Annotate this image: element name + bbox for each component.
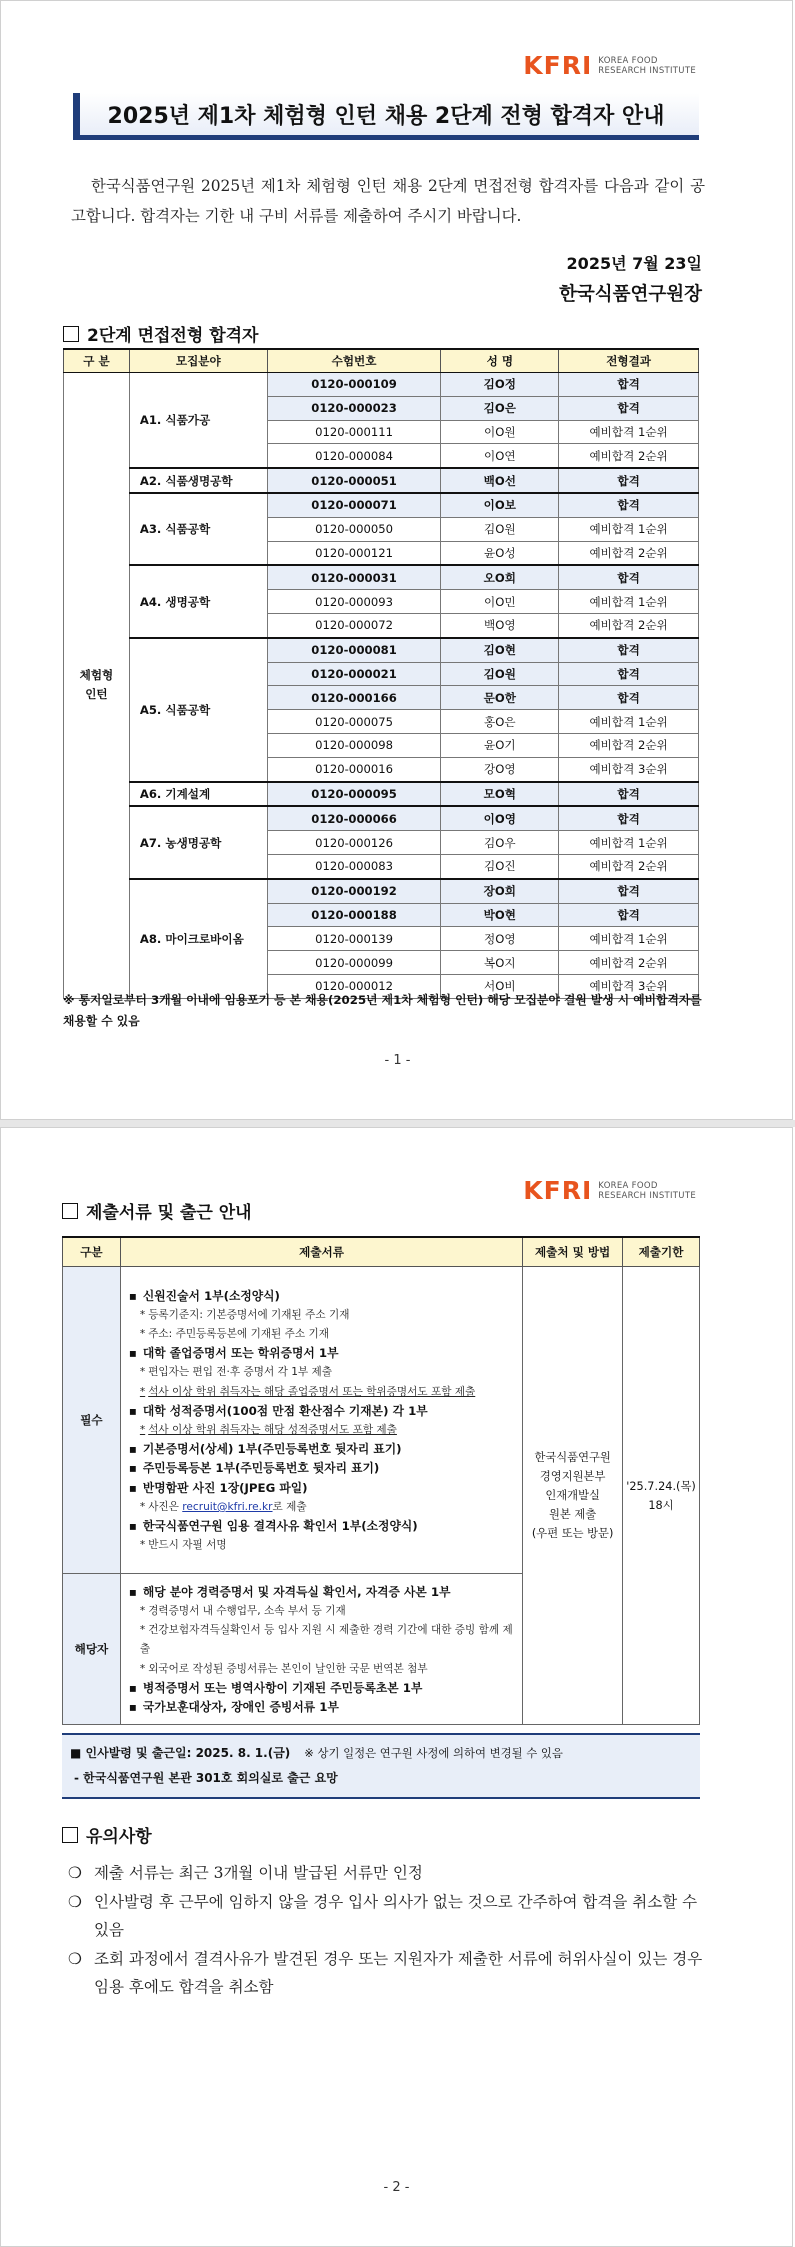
section-heading-results bbox=[63, 321, 258, 346]
applicant-name-cell: 오O희 bbox=[441, 565, 559, 589]
exam-number-cell: 0120-000126 bbox=[267, 831, 441, 855]
exam-number-cell: 0120-000166 bbox=[267, 686, 441, 710]
page-number: - 2 - bbox=[383, 2180, 410, 2195]
title-bar bbox=[73, 93, 699, 140]
applicant-name-cell: 복O지 bbox=[441, 951, 559, 975]
checkbox-square-icon bbox=[63, 326, 79, 342]
result-cell: 합격 bbox=[559, 879, 699, 903]
section-title: 제출서류 및 출근 안내 bbox=[86, 1203, 252, 1223]
start-date-notice bbox=[62, 1733, 700, 1799]
logo-line-1: KOREA FOOD bbox=[598, 55, 658, 66]
applicant-name-cell: 이O보 bbox=[441, 493, 559, 517]
caution-item bbox=[68, 1888, 703, 1945]
logo-line-2: RESEARCH INSTITUTE bbox=[598, 1190, 696, 1201]
result-cell: 합격 bbox=[559, 782, 699, 807]
circle-bullet-icon: ❍ bbox=[68, 1864, 82, 1882]
doc-subnote: * 반드시 자필 서명 bbox=[129, 1536, 516, 1555]
required-label: 필수 bbox=[63, 1267, 121, 1574]
exam-number-cell: 0120-000192 bbox=[267, 879, 441, 903]
applicant-name-cell: 윤O기 bbox=[441, 733, 559, 757]
applicant-name-cell: 장O희 bbox=[441, 879, 559, 903]
field-cell: A5. 식품공학 bbox=[129, 638, 267, 782]
applicant-name-cell: 문O한 bbox=[441, 686, 559, 710]
doc-subnote: * 건강보험자격득실확인서 등 입사 지원 시 제출한 경력 기간에 대한 증빙 함께 제출 bbox=[129, 1621, 516, 1659]
doc-subnote: * 등록기준지: 기본증명서에 기재된 주소 기재 bbox=[129, 1306, 516, 1325]
result-cell: 합격 bbox=[559, 396, 699, 420]
section-heading-documents bbox=[62, 1198, 252, 1223]
submit-method-line: 인재개발실 bbox=[545, 1489, 600, 1502]
submit-method-line: 경영지원본부 bbox=[539, 1470, 606, 1483]
page-title: 2025년 제1차 체험형 인턴 채용 2단계 전형 합격자 안내 bbox=[107, 104, 665, 129]
logo-text bbox=[598, 1181, 696, 1201]
doc-subnote: * 편입자는 편입 전·후 증명서 각 1부 제출 bbox=[129, 1363, 516, 1382]
field-cell: A6. 기계설계 bbox=[129, 782, 267, 807]
deadline-time: 18시 bbox=[648, 1498, 674, 1512]
page-1 bbox=[0, 0, 793, 1120]
exam-number-cell: 0120-000121 bbox=[267, 541, 441, 565]
exam-number-cell: 0120-000081 bbox=[267, 638, 441, 662]
applicant-name-cell: 백O영 bbox=[441, 613, 559, 637]
issuer-name: 한국식품연구원장 bbox=[559, 284, 702, 305]
applicant-name-cell: 서O비 bbox=[441, 974, 559, 998]
applicant-name-cell: 이O민 bbox=[441, 590, 559, 614]
logo-mark: KFRI bbox=[523, 51, 593, 80]
field-cell: A2. 식품생명공학 bbox=[129, 468, 267, 493]
circle-bullet-icon: ❍ bbox=[68, 1949, 82, 1968]
exam-number-cell: 0120-000050 bbox=[267, 517, 441, 541]
applicant-name-cell: 강O영 bbox=[441, 757, 559, 781]
field-cell: A1. 식품가공 bbox=[129, 373, 267, 469]
header-deadline: 제출기한 bbox=[623, 1237, 700, 1267]
applicant-name-cell: 김O현 bbox=[441, 638, 559, 662]
exam-number-cell: 0120-000072 bbox=[267, 613, 441, 637]
start-date: ■ 인사발령 및 출근일: 2025. 8. 1.(금) bbox=[70, 1746, 291, 1760]
header-exam-number: 수험번호 bbox=[267, 349, 441, 373]
table-row bbox=[64, 373, 699, 397]
result-cell: 예비합격 3순위 bbox=[559, 974, 699, 998]
exam-number-cell: 0120-000111 bbox=[267, 420, 441, 444]
recruit-email-link[interactable]: recruit@kfri.re.kr bbox=[182, 1500, 273, 1513]
caution-text: 조회 과정에서 결격사유가 발견된 경우 또는 지원자가 제출한 서류에 허위사실이 있는 경우 임용 후에도 합격을 취소함 bbox=[94, 1949, 703, 1996]
header-type: 구분 bbox=[63, 1237, 121, 1267]
logo-mark: KFRI bbox=[523, 1176, 593, 1205]
doc-item: ▪ 한국식품연구원 임용 결격사유 확인서 1부(소정양식) bbox=[129, 1517, 516, 1536]
field-cell: A7. 농생명공학 bbox=[129, 806, 267, 878]
submit-method-line: 한국식품연구원 bbox=[534, 1451, 611, 1464]
doc-item: ▪ 반명함판 사진 1장(JPEG 파일) bbox=[129, 1479, 516, 1498]
schedule-change-note: ※ 상기 일정은 연구원 사정에 의하여 변경될 수 있음 bbox=[304, 1746, 563, 1760]
submit-method-line: (우편 또는 방문) bbox=[531, 1527, 614, 1540]
exam-number-cell: 0120-000083 bbox=[267, 854, 441, 878]
exam-number-cell: 0120-000093 bbox=[267, 590, 441, 614]
doc-subnote: * 석사 이상 학위 취득자는 해당 졸업증명서 또는 학위증명서도 포함 제출 bbox=[129, 1383, 516, 1402]
deadline-cell bbox=[623, 1267, 700, 1725]
header-name: 성 명 bbox=[441, 349, 559, 373]
applicant-name-cell: 김O은 bbox=[441, 396, 559, 420]
section-title: 유의사항 bbox=[86, 1827, 152, 1847]
doc-item: ▪ 대학 졸업증명서 또는 학위증명서 1부 bbox=[129, 1344, 516, 1363]
exam-number-cell: 0120-000016 bbox=[267, 757, 441, 781]
doc-subnote: * 주소: 주민등록등본에 기재된 주소 기재 bbox=[129, 1325, 516, 1344]
result-cell: 예비합격 2순위 bbox=[559, 541, 699, 565]
field-cell: A3. 식품공학 bbox=[129, 493, 267, 565]
field-cell: A8. 마이크로바이옴 bbox=[129, 879, 267, 998]
applicant-name-cell: 김O원 bbox=[441, 662, 559, 686]
applicant-name-cell: 박O현 bbox=[441, 903, 559, 927]
result-cell: 예비합격 2순위 bbox=[559, 854, 699, 878]
notice-line-2: - 한국식품연구원 본관 301호 회의실로 출근 요망 bbox=[74, 1771, 338, 1785]
applicant-name-cell: 정O영 bbox=[441, 927, 559, 951]
field-cell: A4. 생명공학 bbox=[129, 565, 267, 637]
header-documents: 제출서류 bbox=[120, 1237, 522, 1267]
doc-subnote: * 외국어로 작성된 증빙서류는 본인이 날인한 국문 번역본 첨부 bbox=[129, 1660, 516, 1679]
result-cell: 합격 bbox=[559, 493, 699, 517]
required-docs-row bbox=[63, 1267, 700, 1574]
notice-line-1 bbox=[70, 1744, 563, 1761]
applicant-name-cell: 김O정 bbox=[441, 373, 559, 397]
page-number: - 1 - bbox=[384, 1053, 411, 1068]
checkbox-square-icon bbox=[62, 1203, 78, 1219]
exam-number-cell: 0120-000109 bbox=[267, 373, 441, 397]
exam-number-cell: 0120-000099 bbox=[267, 951, 441, 975]
exam-number-cell: 0120-000075 bbox=[267, 710, 441, 734]
logo-text bbox=[598, 56, 696, 76]
result-cell: 합격 bbox=[559, 373, 699, 397]
checkbox-square-icon bbox=[62, 1827, 78, 1843]
result-cell: 합격 bbox=[559, 468, 699, 493]
caution-item bbox=[68, 1945, 703, 2002]
exam-number-cell: 0120-000084 bbox=[267, 444, 441, 468]
caution-text: 제출 서류는 최근 3개월 이내 발급된 서류만 인정 bbox=[94, 1864, 423, 1882]
table-row bbox=[64, 806, 699, 830]
exam-number-cell: 0120-000051 bbox=[267, 468, 441, 493]
page-gap bbox=[0, 1120, 795, 1127]
exam-number-cell: 0120-000066 bbox=[267, 806, 441, 830]
exam-number-cell: 0120-000071 bbox=[267, 493, 441, 517]
result-cell: 합격 bbox=[559, 806, 699, 830]
deadline-date: '25.7.24.(목) bbox=[626, 1479, 696, 1493]
result-cell: 합격 bbox=[559, 686, 699, 710]
table-header-row bbox=[64, 349, 699, 373]
kfri-logo bbox=[523, 1176, 696, 1205]
doc-item: ▪ 국가보훈대상자, 장애인 증빙서류 1부 bbox=[129, 1698, 516, 1717]
result-cell: 합격 bbox=[559, 903, 699, 927]
exam-number-cell: 0120-000188 bbox=[267, 903, 441, 927]
intro-paragraph: 한국식품연구원 2025년 제1차 체험형 인턴 채용 2단계 면접전형 합격자를 다음과 같이 공고합니다. 합격자는 기한 내 구비 서류를 제출하여 주시기 바랍니다. bbox=[71, 177, 705, 225]
applicant-name-cell: 김O원 bbox=[441, 517, 559, 541]
applicant-name-cell: 이O연 bbox=[441, 444, 559, 468]
header-submit-method: 제출처 및 방법 bbox=[523, 1237, 623, 1267]
submit-method-line: 원본 제출 bbox=[549, 1508, 597, 1521]
section-title: 2단계 면접전형 합격자 bbox=[87, 326, 259, 346]
doc-item: ▪ 대학 성적증명서(100점 만점 환산점수 기재본) 각 1부 bbox=[129, 1402, 516, 1421]
exam-number-cell: 0120-000031 bbox=[267, 565, 441, 589]
result-cell: 합격 bbox=[559, 565, 699, 589]
header-category: 구 분 bbox=[64, 349, 130, 373]
result-cell: 예비합격 1순위 bbox=[559, 710, 699, 734]
photo-note-prefix: 사진은 bbox=[148, 1500, 183, 1513]
header-field: 모집분야 bbox=[129, 349, 267, 373]
result-cell: 예비합격 1순위 bbox=[559, 927, 699, 951]
title-background bbox=[73, 93, 699, 140]
applicant-name-cell: 김O우 bbox=[441, 831, 559, 855]
applicant-name-cell: 이O원 bbox=[441, 420, 559, 444]
result-cell: 예비합격 1순위 bbox=[559, 420, 699, 444]
applicant-name-cell: 모O혁 bbox=[441, 782, 559, 807]
caution-list bbox=[68, 1859, 703, 2002]
submit-method-cell bbox=[523, 1267, 623, 1725]
doc-subnote: * 석사 이상 학위 취득자는 해당 성적증명서도 포함 제출 bbox=[129, 1421, 516, 1440]
table-header-row bbox=[63, 1237, 700, 1267]
doc-item: ▪ 주민등록등본 1부(주민등록번호 뒷자리 표기) bbox=[129, 1459, 516, 1478]
table-row bbox=[64, 468, 699, 493]
applicant-name-cell: 윤O성 bbox=[441, 541, 559, 565]
result-cell: 예비합격 1순위 bbox=[559, 590, 699, 614]
exam-number-cell: 0120-000095 bbox=[267, 782, 441, 807]
results-table bbox=[63, 348, 699, 999]
header-result: 전형결과 bbox=[559, 349, 699, 373]
required-docs-cell bbox=[120, 1267, 522, 1574]
logo-line-2: RESEARCH INSTITUTE bbox=[598, 65, 696, 76]
applicable-label: 해당자 bbox=[63, 1574, 121, 1725]
announcement-date: 2025년 7월 23일 bbox=[566, 254, 702, 273]
result-cell: 예비합격 3순위 bbox=[559, 757, 699, 781]
reserve-note: ※ 통지일로부터 3개월 이내에 임용포기 등 본 채용(2025년 제1차 체험형 인턴) 해당 모집분야 결원 발생 시 예비합격자를 채용할 수 있음 bbox=[63, 993, 702, 1028]
applicant-name-cell: 이O영 bbox=[441, 806, 559, 830]
result-cell: 합격 bbox=[559, 662, 699, 686]
table-row bbox=[64, 493, 699, 517]
result-cell: 예비합격 2순위 bbox=[559, 951, 699, 975]
doc-item: ▪ 해당 분야 경력증명서 및 자격득실 확인서, 자격증 사본 1부 bbox=[129, 1583, 516, 1602]
photo-note-suffix: 로 제출 bbox=[272, 1500, 307, 1513]
section-heading-cautions bbox=[62, 1822, 152, 1847]
caution-item bbox=[68, 1859, 703, 1888]
kfri-logo bbox=[523, 51, 696, 80]
category-cell: 체험형 인턴 bbox=[64, 373, 130, 999]
result-cell: 합격 bbox=[559, 638, 699, 662]
applicable-docs-cell bbox=[120, 1574, 522, 1725]
exam-number-cell: 0120-000139 bbox=[267, 927, 441, 951]
doc-item: ▪ 신원진술서 1부(소정양식) bbox=[129, 1287, 516, 1306]
circle-bullet-icon: ❍ bbox=[68, 1892, 82, 1911]
result-cell: 예비합격 2순위 bbox=[559, 613, 699, 637]
doc-item: ▪ 병적증명서 또는 병역사항이 기재된 주민등록초본 1부 bbox=[129, 1679, 516, 1698]
table-row bbox=[64, 782, 699, 807]
exam-number-cell: 0120-000023 bbox=[267, 396, 441, 420]
table-row bbox=[64, 879, 699, 903]
applicant-name-cell: 김O진 bbox=[441, 854, 559, 878]
doc-item: ▪ 기본증명서(상세) 1부(주민등록번호 뒷자리 표기) bbox=[129, 1440, 516, 1459]
doc-subnote bbox=[129, 1498, 516, 1517]
results-table-body bbox=[64, 373, 699, 999]
exam-number-cell: 0120-000021 bbox=[267, 662, 441, 686]
applicant-name-cell: 백O선 bbox=[441, 468, 559, 493]
table-row bbox=[64, 565, 699, 589]
result-cell: 예비합격 1순위 bbox=[559, 517, 699, 541]
doc-subnote: * 경력증명서 내 수행업무, 소속 부서 등 기재 bbox=[129, 1602, 516, 1621]
result-cell: 예비합격 2순위 bbox=[559, 733, 699, 757]
exam-number-cell: 0120-000012 bbox=[267, 974, 441, 998]
caution-text: 인사발령 후 근무에 임하지 않을 경우 입사 의사가 없는 것으로 간주하여 합격을 취소할 수 있음 bbox=[94, 1892, 698, 1939]
applicant-name-cell: 홍O은 bbox=[441, 710, 559, 734]
result-cell: 예비합격 2순위 bbox=[559, 444, 699, 468]
result-cell: 예비합격 1순위 bbox=[559, 831, 699, 855]
documents-table bbox=[62, 1236, 700, 1725]
logo-line-1: KOREA FOOD bbox=[598, 1180, 658, 1191]
table-row bbox=[64, 638, 699, 662]
exam-number-cell: 0120-000098 bbox=[267, 733, 441, 757]
